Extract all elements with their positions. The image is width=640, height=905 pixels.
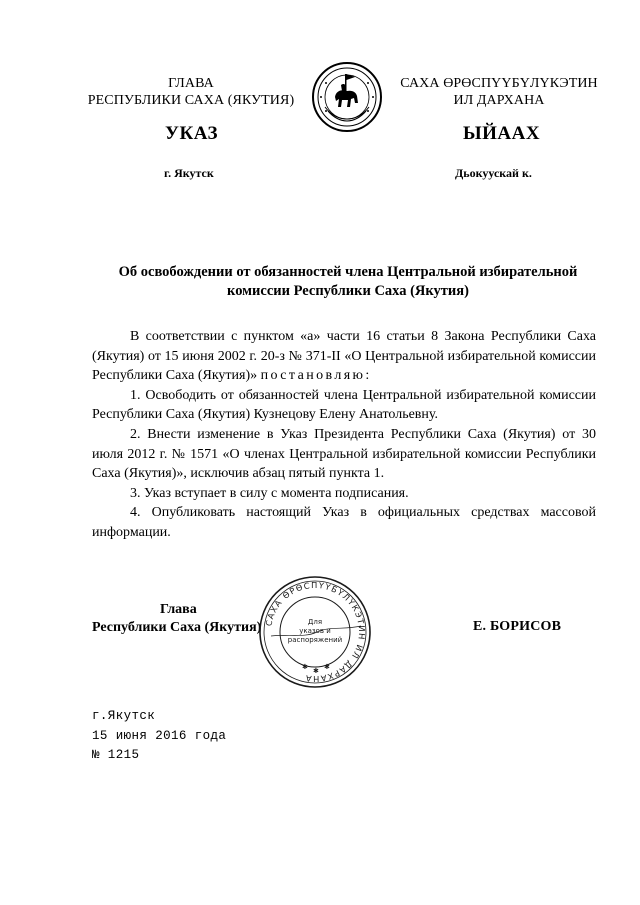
issuer-header-russian	[76, 75, 306, 109]
decree-word: постановляю:	[260, 368, 372, 384]
issuer-header-sakha	[380, 75, 618, 109]
document-subject	[92, 263, 604, 301]
signatory-title	[92, 601, 268, 637]
subject-line-2: комиссии Республики Саха (Якутия)	[227, 283, 469, 299]
registration-footer	[92, 707, 226, 766]
city-sakha: Дьокуускай к.	[455, 166, 532, 180]
footer-number: № 1215	[92, 748, 140, 762]
issuer-line-1: ГЛАВА	[168, 76, 214, 91]
footer-date: 15 июня 2016 года	[92, 728, 227, 743]
document-type-sakha: ЫЙААХ	[463, 123, 541, 144]
svg-text:✱: ✱	[302, 663, 308, 671]
decree-item-1: 1. Освободить от обязанностей члена Центральной избирательной комиссии Республики Саха (Якутия) Кузнецову Елену Анатольевну.	[92, 387, 596, 423]
decree-item-3: 3. Указ вступает в силу с момента подписания.	[130, 485, 409, 501]
svg-text:✱: ✱	[324, 663, 330, 671]
official-stamp	[257, 574, 373, 690]
stamp-center-line-3: распоряжений	[287, 636, 343, 644]
decree-item-2: 2. Внести изменение в Указ Президента Республики Саха (Якутия) от 30 июля 2012 г. № 1571 «О членах Центральной избирательной комиссии Республики Саха (Якутия)», исключив абзац пятый пункта 1.	[92, 426, 596, 482]
subject-line-1: Об освобождении от обязанностей члена Центральной избирательной	[118, 264, 578, 280]
decree-item-4: 4. Опубликовать настоящий Указ в официальных средствах массовой информации.	[92, 505, 596, 540]
issuer-line-2-sakha: ИЛ ДАРХАНА	[453, 93, 545, 108]
signatory-name: Е. БОРИСОВ	[473, 619, 562, 634]
city-russian: г. Якутск	[164, 166, 214, 180]
stamp-ring-text: САХА ӨРӨСПҮҮБҮЛҮКЭТИН ИЛ ДАРХАНА	[263, 579, 368, 685]
signatory-title-line-2: Республики Саха (Якутия)	[92, 620, 262, 635]
issuer-line-2: РЕСПУБЛИКИ САХА (ЯКУТИЯ)	[87, 93, 295, 108]
issuer-line-1-sakha: САХА ӨРӨСПҮҮБҮЛҮКЭТИН	[400, 76, 598, 91]
stamp-center-line-2: указов и	[299, 627, 331, 635]
stamp-center-line-1: Для	[307, 618, 323, 626]
coat-of-arms-icon	[311, 61, 383, 133]
footer-place: г.Якутск	[92, 709, 156, 723]
preamble-text: В соответствии с пунктом «а» части 16 статьи 8 Закона Республики Саха (Якутия) от 15 июня 2002 г. 20-з № 371-II «О Центральной избирательной комиссии Республики Саха (Якутия)»	[92, 329, 596, 384]
signatory-title-line-1: Глава	[160, 602, 197, 617]
preamble-paragraph	[92, 327, 596, 386]
document-type-russian: УКАЗ	[165, 123, 218, 144]
document-body	[92, 327, 596, 543]
svg-text:✱: ✱	[313, 667, 319, 675]
